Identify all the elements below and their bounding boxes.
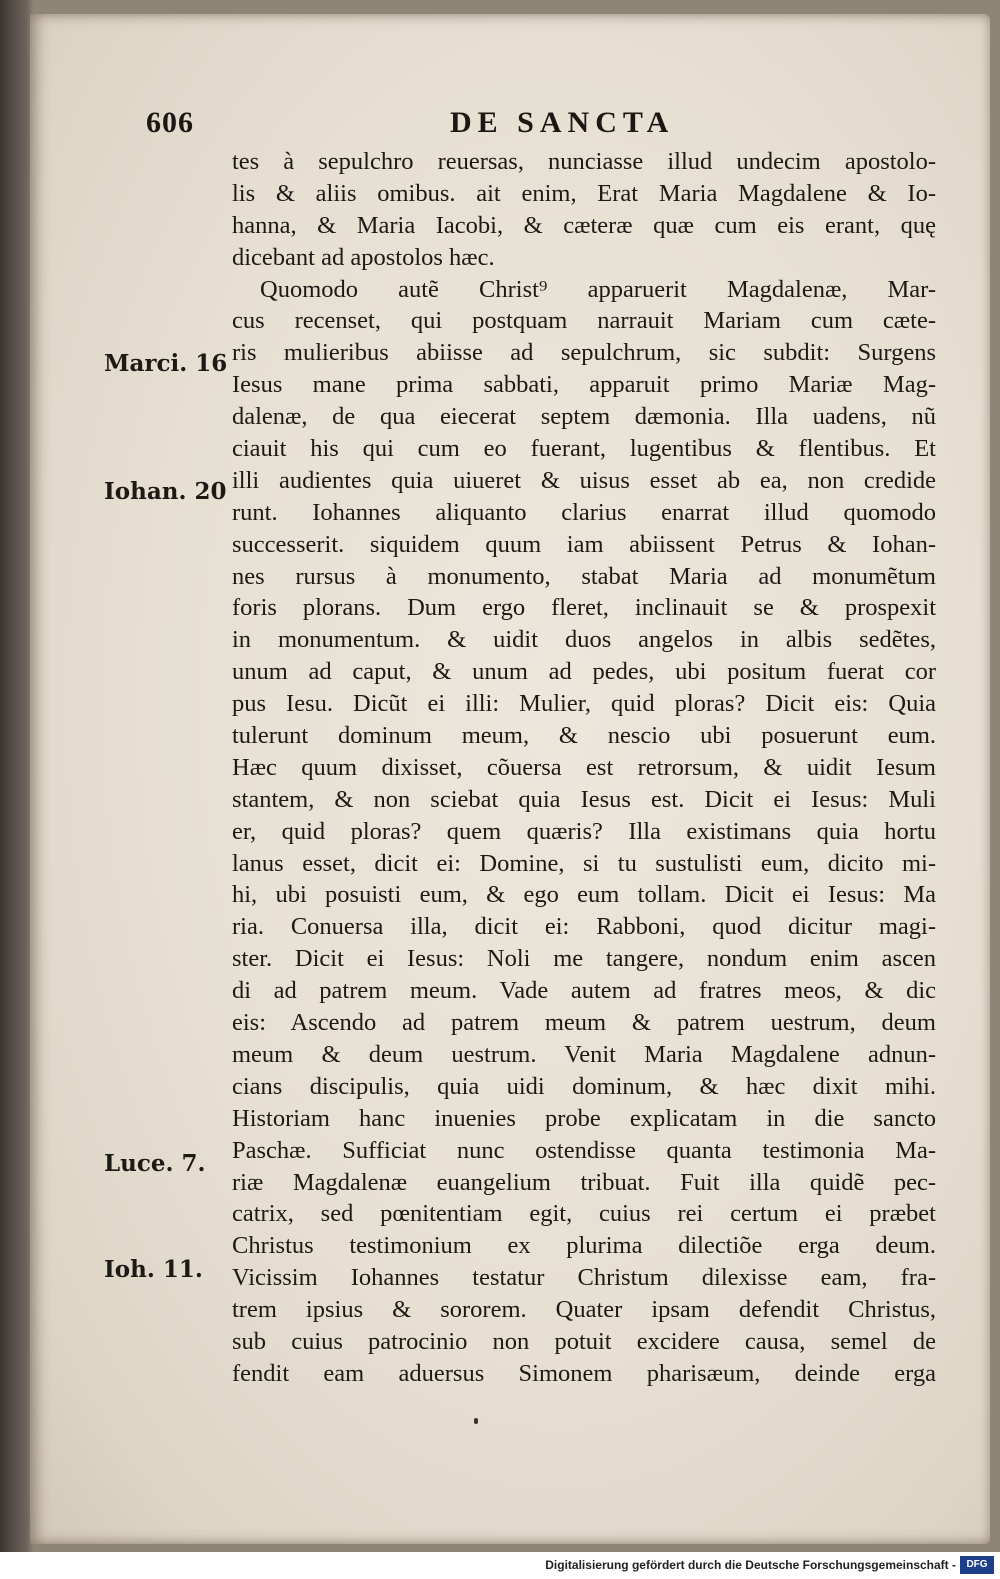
text-line: er, quid ploras? quem quæris? Illa existimans quia hortu (232, 817, 936, 845)
text-line: cus recenset, qui postquam narrauit Mariam cum cæte- (232, 307, 936, 335)
text-line: dicebant ad apostolos hæc. (232, 243, 495, 271)
text-line: ris mulieribus abiisse ad sepulchrum, sic subdit: Surgens (232, 339, 936, 367)
text-line: ster. Dicit ei Iesus: Noli me tangere, nondum enim ascen (232, 945, 936, 973)
text-line: Quomodo autẽ Christ⁹ apparuerit Magdalenæ, Mar- (260, 275, 936, 303)
text-line: successerit. siquidem quum iam abiissent Petrus & Iohan- (232, 530, 936, 558)
text-line: fendit eam aduersus Simonem pharisæum, deinde erga (232, 1359, 936, 1387)
text-line: meum & deum uestrum. Venit Maria Magdalene adnun- (232, 1040, 936, 1068)
footer-credit: Digitalisierung gefördert durch die Deutsche Forschungsgemeinschaft - (545, 1558, 956, 1572)
text-line: illi audientes quia uiueret & uisus esset ab ea, non credide (232, 466, 936, 494)
page-number: 606 (146, 106, 194, 139)
text-line: Vicissim Iohannes testatur Christum dilexisse eam, fra- (232, 1264, 936, 1292)
text-line: dalenæ, de qua eiecerat septem dæmonia. Illa uadens, nũ (232, 403, 936, 431)
text-line: stantem, & non sciebat quia Iesus est. Dicit ei Iesus: Muli (232, 785, 936, 813)
text-line: Iesus mane prima sabbati, apparuit primo Mariæ Mag- (232, 371, 936, 399)
margin-note-ioh-11: Ioh. 11. (104, 1256, 203, 1283)
text-line: di ad patrem meum. Vade autem ad fratres meos, & dic (232, 977, 936, 1005)
text-line: Paschæ. Sufficiat nunc ostendisse quanta testimonia Ma- (232, 1136, 936, 1164)
text-line: eis: Ascendo ad patrem meum & patrem uestrum, deum (232, 1009, 936, 1037)
footer-bar (0, 1552, 1000, 1579)
text-line: unum ad caput, & unum ad pedes, ubi positum fuerat cor (232, 658, 936, 686)
text-line: ciauit his qui cum eo fuerant, lugentibus & flentibus. Et (232, 435, 936, 463)
running-head: DE SANCTA (450, 106, 675, 139)
text-line: foris plorans. Dum ergo fleret, inclinauit se & prospexit (232, 594, 936, 622)
text-line: riæ Magdalenæ euangelium tribuat. Fuit illa quidẽ pec- (232, 1168, 936, 1196)
text-line: cians discipulis, quia uidi dominum, & hæc dixit mihi. (232, 1072, 936, 1100)
text-line: sub cuius patrocinio non potuit excidere causa, semel de (232, 1327, 936, 1355)
text-line: Historiam hanc inuenies probe explicatam in die sancto (232, 1104, 936, 1132)
text-line: tes à sepulchro reuersas, nunciasse illud undecim apostolo- (232, 148, 936, 175)
text-line: Hæc quum dixisset, cõuersa est retrorsum, & uidit Iesum (232, 753, 936, 781)
text-line: Christus testimonium ex plurima dilectiõe erga deum. (232, 1232, 936, 1260)
ink-speck (474, 1418, 478, 1424)
text-line: lanus esset, dicit ei: Domine, si tu sustulisti eum, dicito mi- (232, 849, 936, 877)
text-line: catrix, sed pœnitentiam egit, cuius rei certum ei præbet (232, 1200, 936, 1228)
text-line: lis & aliis omibus. ait enim, Erat Maria Magdalene & Io- (232, 179, 936, 207)
text-line: trem ipsius & sororem. Quater ipsam defendit Christus, (232, 1296, 936, 1324)
margin-note-luce-7: Luce. 7. (104, 1150, 206, 1177)
text-line: in monumentum. & uidit duos angelos in albis sedẽtes, (232, 626, 936, 654)
text-line: hi, ubi posuisti eum, & ego eum tollam. Dicit ei Iesus: Ma (232, 881, 936, 909)
text-line: runt. Iohannes aliquanto clarius enarrat illud quomodo (232, 498, 936, 526)
dfg-logo: DFG (960, 1556, 994, 1574)
text-line: tulerunt dominum meum, & nescio ubi posuerunt eum. (232, 722, 936, 750)
body-text (232, 146, 936, 1390)
text-line: nes rursus à monumento, stabat Maria ad monumẽtum (232, 562, 936, 590)
text-line: hanna, & Maria Iacobi, & cæteræ quæ cum eis erant, quę (232, 211, 936, 239)
margin-note-iohan-20: Iohan. 20 (104, 478, 227, 505)
text-line: pus Iesu. Dicũt ei illi: Mulier, quid ploras? Dicit eis: Quia (232, 690, 936, 718)
margin-note-marci-16: Marci. 16 (104, 350, 228, 377)
text-line: ria. Conuersa illa, dicit ei: Rabboni, quod dicitur magi- (232, 913, 936, 941)
